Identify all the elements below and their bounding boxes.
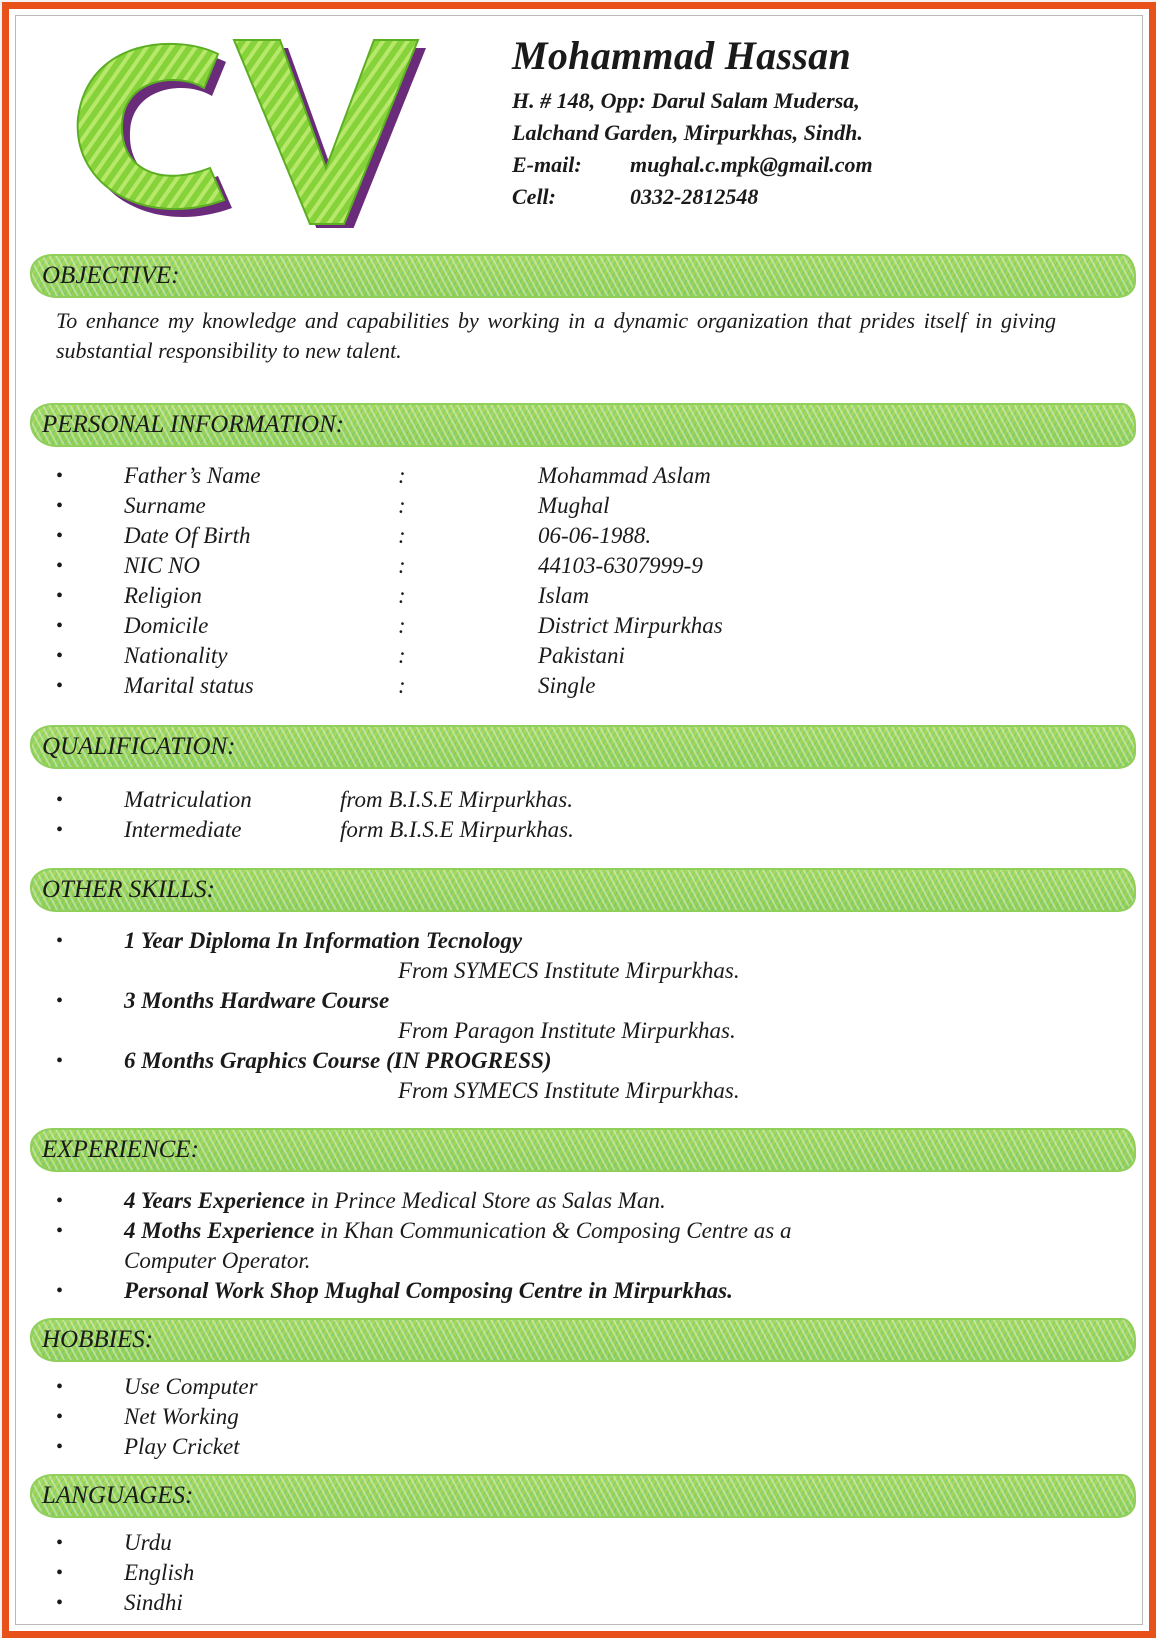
skill-name: 1 Year Diploma In Information Tecnology <box>124 928 523 953</box>
skill-institute: From Paragon Institute Mirpurkhas. <box>398 1018 736 1043</box>
bullet: • <box>56 1280 64 1302</box>
candidate-name: Mohammad Hassan <box>512 33 852 78</box>
experience-detail: in Prince Medical Store as Salas Man. <box>305 1188 666 1213</box>
qualification-degree: Matriculation <box>124 787 252 812</box>
bullet: • <box>56 525 64 547</box>
email-value[interactable]: mughal.c.mpk@gmail.com <box>630 152 873 177</box>
bullet: • <box>56 1436 64 1458</box>
email-row <box>512 149 873 181</box>
cell-label: Cell: <box>512 184 556 209</box>
hobbies-heading-band <box>30 1318 1136 1362</box>
qualification-source: from B.I.S.E Mirpurkhas. <box>340 787 573 812</box>
experience-detail-cont: Computer Operator. <box>124 1248 311 1273</box>
personal-label: Date Of Birth <box>124 523 251 548</box>
bullet: • <box>56 930 64 952</box>
personal-value: Pakistani <box>538 643 625 668</box>
bullet: • <box>56 1376 64 1398</box>
personal-label: Nationality <box>124 643 228 668</box>
qualification-degree: Intermediate <box>124 817 242 842</box>
languages-heading-band <box>30 1474 1136 1518</box>
experience-title: EXPERIENCE: <box>42 1136 199 1163</box>
experience-highlight: 4 Moths Experience <box>124 1218 315 1243</box>
objective-title: OBJECTIVE: <box>42 262 180 289</box>
languages-title: LANGUAGES: <box>42 1482 194 1509</box>
language-text: Urdu <box>124 1530 172 1555</box>
qualification-title: QUALIFICATION: <box>42 733 236 760</box>
personal-heading-band <box>30 403 1136 447</box>
bullet: • <box>56 819 64 841</box>
bullet: • <box>56 1592 64 1614</box>
cell-row <box>512 181 873 213</box>
colon: : <box>398 553 406 578</box>
address-line-2: Lalchand Garden, Mirpurkhas, Sindh. <box>512 120 863 145</box>
bullet: • <box>56 645 64 667</box>
personal-value: Mohammad Aslam <box>538 463 711 488</box>
bullet: • <box>56 1406 64 1428</box>
language-text: English <box>124 1560 195 1585</box>
bullet: • <box>56 495 64 517</box>
cv-logo <box>48 28 428 228</box>
hobbies-title: HOBBIES: <box>42 1326 154 1353</box>
personal-value: Single <box>538 673 596 698</box>
hobby-text: Net Working <box>124 1404 239 1429</box>
experience-text <box>124 1186 666 1216</box>
qualification-heading-band <box>30 725 1136 769</box>
personal-label: Marital status <box>124 673 254 698</box>
hobby-text: Play Cricket <box>124 1434 240 1459</box>
bullet: • <box>56 675 64 697</box>
personal-value: Islam <box>538 583 590 608</box>
bullet: • <box>56 1220 64 1242</box>
colon: : <box>398 523 406 548</box>
experience-highlight: Personal Work Shop Mughal Composing Centre in Mirpurkhas. <box>124 1278 733 1303</box>
personal-value: 06-06-1988. <box>538 523 652 548</box>
personal-value: Mughal <box>538 493 610 518</box>
skills-title: OTHER SKILLS: <box>42 876 215 903</box>
bullet: • <box>56 555 64 577</box>
objective-text: To enhance my knowledge and capabilities by working in a dynamic organization that prides itself in giving substantial responsibility to new talent. <box>56 308 1056 363</box>
objective-heading-band <box>30 254 1136 298</box>
colon: : <box>398 673 406 698</box>
qualification-source: form B.I.S.E Mirpurkhas. <box>340 817 574 842</box>
experience-highlight: 4 Years Experience <box>124 1188 306 1213</box>
colon: : <box>398 463 406 488</box>
bullet: • <box>56 615 64 637</box>
colon: : <box>398 493 406 518</box>
colon: : <box>398 583 406 608</box>
bullet: • <box>56 1562 64 1584</box>
bullet: • <box>56 990 64 1012</box>
bullet: • <box>56 1532 64 1554</box>
personal-value: 44103-6307999-9 <box>538 553 703 578</box>
personal-title: PERSONAL INFORMATION: <box>42 411 345 438</box>
experience-heading-band <box>30 1128 1136 1172</box>
personal-label: Surname <box>124 493 206 518</box>
colon: : <box>398 613 406 638</box>
skill-institute: From SYMECS Institute Mirpurkhas. <box>398 1078 740 1103</box>
personal-label: Father’s Name <box>124 463 261 488</box>
personal-label: NIC NO <box>124 553 201 578</box>
experience-text <box>124 1216 791 1246</box>
skills-heading-band <box>30 868 1136 912</box>
personal-label: Domicile <box>124 613 209 638</box>
hobby-text: Use Computer <box>124 1374 258 1399</box>
bullet: • <box>56 585 64 607</box>
address-line-1: H. # 148, Opp: Darul Salam Mudersa, <box>512 88 860 113</box>
bullet: • <box>56 1050 64 1072</box>
cell-value: 0332-2812548 <box>630 184 759 209</box>
bullet: • <box>56 465 64 487</box>
bullet: • <box>56 1190 64 1212</box>
bullet: • <box>56 789 64 811</box>
skill-name: 6 Months Graphics Course (IN PROGRESS) <box>124 1048 552 1073</box>
personal-value: District Mirpurkhas <box>538 613 723 638</box>
language-text: Sindhi <box>124 1590 183 1615</box>
skill-name: 3 Months Hardware Course <box>124 988 390 1013</box>
skill-institute: From SYMECS Institute Mirpurkhas. <box>398 958 740 983</box>
colon: : <box>398 643 406 668</box>
contact-header <box>512 32 873 213</box>
personal-label: Religion <box>124 583 202 608</box>
email-label: E-mail: <box>512 152 582 177</box>
experience-detail: in Khan Communication & Composing Centre as a <box>314 1218 792 1243</box>
